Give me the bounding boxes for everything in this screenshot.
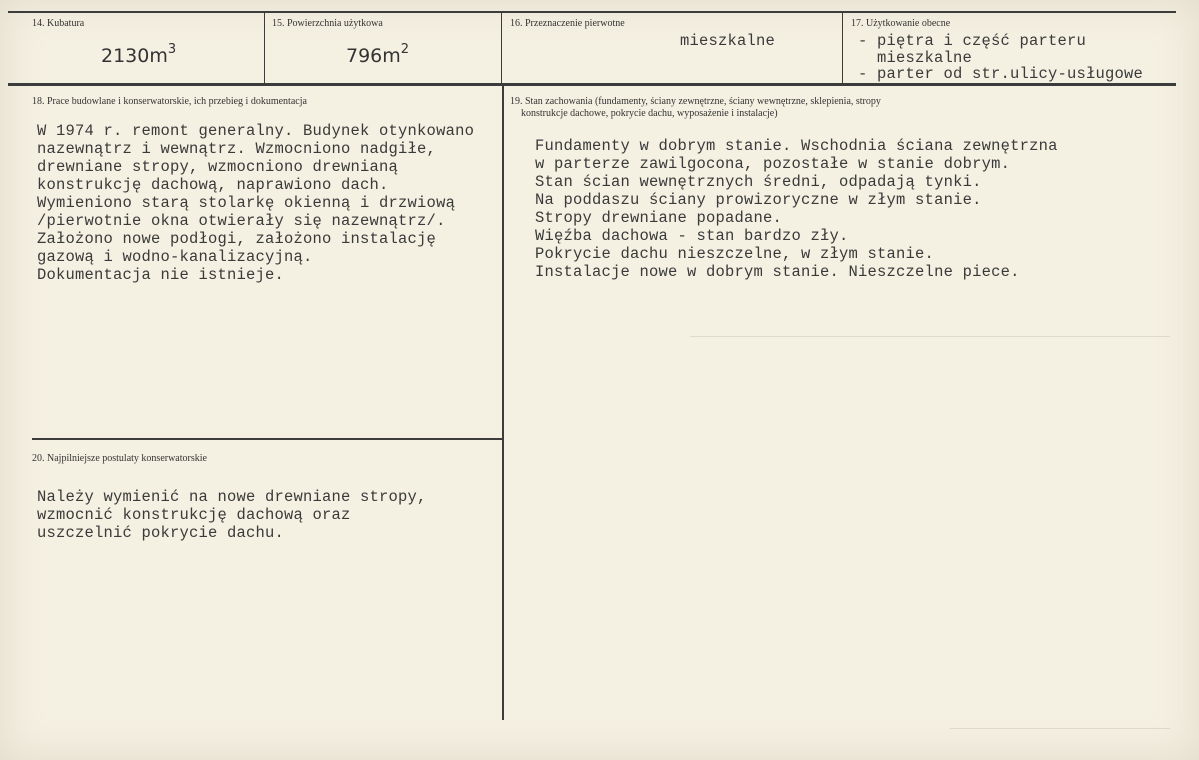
field-19-line: Na poddaszu ściany prowizoryczne w złym stanie. bbox=[535, 191, 982, 209]
field-19-line: Pokrycie dachu nieszczelne, w złym stanie. bbox=[535, 245, 935, 263]
cubature-number: 2130 bbox=[101, 45, 150, 67]
field-18-line: Założono nowe podłogi, założono instalację bbox=[37, 230, 437, 248]
field-18-label: 18. Prace budowlane i konserwatorskie, ich przebieg i dokumentacja bbox=[32, 96, 307, 107]
cubature-exponent: 3 bbox=[167, 42, 177, 57]
field-19-line: Stan ścian wewnętrznych średni, odpadają tynki. bbox=[535, 173, 982, 191]
field-15-label: 15. Powierzchnia użytkowa bbox=[272, 18, 383, 29]
field-19-line: Stropy drewniane popadane. bbox=[535, 209, 783, 227]
area-exponent: 2 bbox=[400, 42, 410, 57]
field-19-line: Fundamenty w dobrym stanie. Wschodnia ściana zewnętrzna bbox=[535, 137, 1058, 155]
field-14-value bbox=[101, 42, 176, 67]
section-18-bottom-rule bbox=[32, 438, 502, 440]
field-20-line: uszczelnić pokrycie dachu. bbox=[37, 524, 285, 542]
field-18-line: Wymieniono starą stolarkę okienną i drzwiową bbox=[37, 194, 456, 212]
field-17-line: - parter od str.ulicy-usługowe bbox=[858, 65, 1144, 83]
field-16-value: mieszkalne bbox=[680, 32, 776, 50]
field-18-line: drewniane stropy, wzmocniono drewnianą bbox=[37, 158, 399, 176]
divider-15-16 bbox=[501, 12, 502, 84]
field-19-line: Instalacje nowe w dobrym stanie. Nieszczelne piece. bbox=[535, 263, 1020, 281]
area-unit: m bbox=[382, 45, 401, 67]
field-15-value bbox=[346, 42, 409, 67]
field-14-label: 14. Kubatura bbox=[32, 18, 85, 29]
divider-16-17 bbox=[842, 12, 843, 84]
field-19-label: 19. Stan zachowania (fundamenty, ściany zewnętrzne, ściany wewnętrzne, sklepienia, stropy bbox=[510, 96, 881, 107]
field-18-line: konstrukcję dachową, naprawiono dach. bbox=[37, 176, 389, 194]
field-17-line: mieszkalne bbox=[858, 49, 973, 67]
field-19-label-continued: konstrukcje dachowe, pokrycie dachu, wyposażenie i instalacje) bbox=[521, 108, 778, 119]
field-18-line: W 1974 r. remont generalny. Budynek otynkowano bbox=[37, 122, 475, 140]
faint-ruling bbox=[690, 336, 1170, 337]
field-19-line: Więźba dachowa - stan bardzo zły. bbox=[535, 227, 849, 245]
field-17-line: - piętra i część parteru bbox=[858, 32, 1087, 50]
field-18-line: nazewnątrz i wewnątrz. Wzmocniono nadgiłe, bbox=[37, 140, 437, 158]
top-rule bbox=[8, 11, 1176, 13]
field-18-line: Dokumentacja nie istnieje. bbox=[37, 266, 285, 284]
main-column-divider bbox=[502, 84, 504, 720]
field-20-label: 20. Najpilniejsze postulaty konserwatorskie bbox=[32, 453, 207, 464]
header-bottom-rule bbox=[8, 83, 1176, 86]
faint-ruling bbox=[950, 728, 1170, 729]
field-18-line: /pierwotnie okna otwierały się nazewnątrz/. bbox=[37, 212, 446, 230]
area-number: 796 bbox=[346, 45, 383, 67]
field-17-label: 17. Użytkowanie obecne bbox=[851, 18, 951, 29]
field-18-line: gazową i wodno-kanalizacyjną. bbox=[37, 248, 313, 266]
divider-14-15 bbox=[264, 12, 265, 84]
field-16-label: 16. Przeznaczenie pierwotne bbox=[510, 18, 625, 29]
field-20-line: Należy wymienić na nowe drewniane stropy, bbox=[37, 488, 427, 506]
field-20-line: wzmocnić konstrukcję dachową oraz bbox=[37, 506, 351, 524]
cubature-unit: m bbox=[149, 45, 168, 67]
field-19-line: w parterze zawilgocona, pozostałe w stanie dobrym. bbox=[535, 155, 1011, 173]
